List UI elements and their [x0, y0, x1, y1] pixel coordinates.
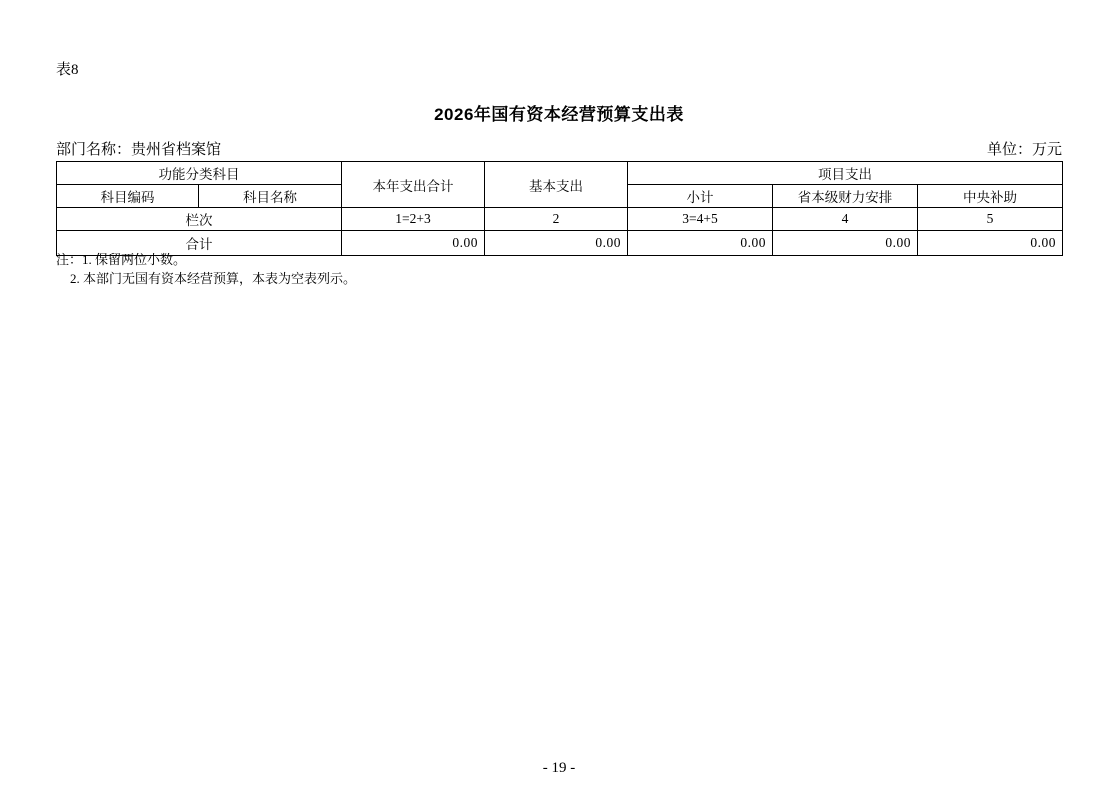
note-line-2: 2. 本部门无国有资本经营预算，本表为空表列示。 [70, 270, 357, 286]
note-line-1: 注：1. 保留两位小数。 [56, 252, 187, 267]
header-function-category: 功能分类科目 [57, 162, 342, 185]
row-index-value-4: 4 [773, 208, 918, 231]
sheet-label: 表8 [56, 62, 79, 78]
total-label: 合计 [57, 231, 342, 256]
row-index-value-2: 2 [485, 208, 628, 231]
table-notes [56, 251, 356, 289]
department-name: 部门名称：贵州省档案馆 [56, 142, 222, 158]
header-subject-name: 科目名称 [199, 185, 342, 208]
total-project-subtotal: 0.00 [628, 231, 773, 256]
unit-label: 单位：万元 [986, 142, 1062, 158]
header-basic-expenditure: 基本支出 [485, 162, 628, 208]
row-index-value-5: 5 [918, 208, 1063, 231]
row-index-value-3: 3=4+5 [628, 208, 773, 231]
header-project-expenditure: 项目支出 [628, 162, 1063, 185]
table-header-row-1 [57, 162, 1063, 185]
page-title: 2026年国有资本经营预算支出表 [434, 105, 684, 124]
header-provincial-funds: 省本级财力安排 [773, 185, 918, 208]
total-central-subsidy: 0.00 [918, 231, 1063, 256]
header-subject-code: 科目编码 [57, 185, 199, 208]
header-central-subsidy: 中央补助 [918, 185, 1063, 208]
row-index-label: 栏次 [57, 208, 342, 231]
table-row-column-index [57, 208, 1063, 231]
header-year-total: 本年支出合计 [342, 162, 485, 208]
row-index-value-1: 1=2+3 [342, 208, 485, 231]
page-number: - 19 - [542, 760, 576, 776]
total-year-total: 0.00 [342, 231, 485, 256]
budget-table [56, 161, 1063, 256]
header-project-subtotal: 小计 [628, 185, 773, 208]
total-basic-expenditure: 0.00 [485, 231, 628, 256]
total-provincial-funds: 0.00 [773, 231, 918, 256]
meta-row [56, 138, 1062, 158]
